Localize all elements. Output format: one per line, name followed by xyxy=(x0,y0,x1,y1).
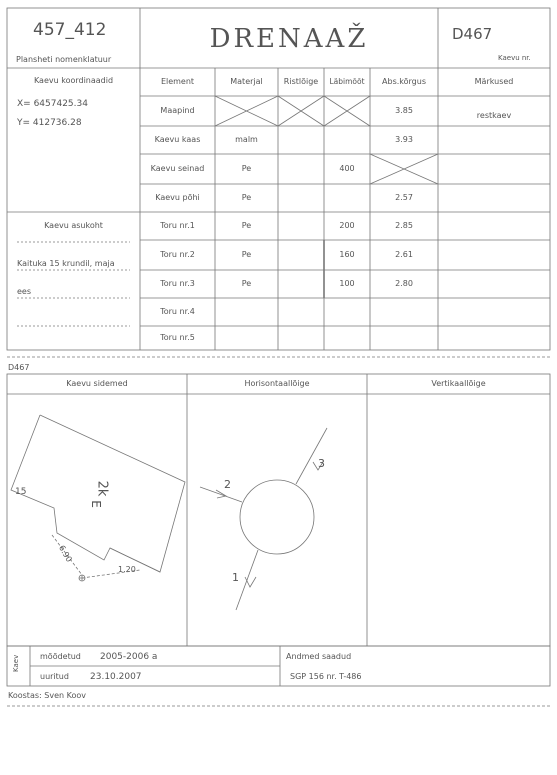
table-cell-element: Maapind xyxy=(160,106,195,115)
col-header-material: Materjal xyxy=(230,77,263,86)
table-cell-diameter: 400 xyxy=(339,164,355,173)
dimension-690: 6.90 xyxy=(56,543,74,564)
col-header-element: Element xyxy=(160,77,195,86)
table-cell-diameter: 100 xyxy=(339,279,355,288)
pipe-1-label: 1 xyxy=(232,571,239,584)
coordinate-x: X= 6457425.34 xyxy=(17,99,88,109)
col-header-notes: Märkused xyxy=(474,77,514,86)
sheet-label: Plansheti nomenklatuur xyxy=(16,55,112,64)
updated-label: uuritud xyxy=(40,672,69,681)
table-cell-material: Pe xyxy=(241,164,252,173)
source-label: Andmed saadud xyxy=(286,652,352,661)
table-cell-material: malm xyxy=(235,135,258,144)
pipe-3-label: 3 xyxy=(318,457,325,470)
col-horizontal-heading: Horisontaallõige xyxy=(244,379,310,388)
table-cell-height: 2.85 xyxy=(395,221,413,230)
table-cell-height: 2.61 xyxy=(395,250,413,259)
table-cell-element: Toru nr.1 xyxy=(160,221,195,230)
table-cell-height: 3.85 xyxy=(395,106,413,115)
col-header-cross: Ristlõige xyxy=(283,77,319,86)
section-well-label: D467 xyxy=(8,363,30,372)
location-line-2: ees xyxy=(17,287,32,296)
table-cell-height: 3.93 xyxy=(395,135,413,144)
updated-value: 23.10.2007 xyxy=(90,672,142,682)
dimension-15: 15 xyxy=(15,487,27,497)
surveyed-label: mõõdetud xyxy=(40,652,81,661)
location-line-1: Kaituka 15 krundil, maja xyxy=(17,259,115,268)
col-ties-heading: Kaevu sidemed xyxy=(66,379,128,388)
table-cell-element: Toru nr.2 xyxy=(160,250,195,259)
surveyed-value: 2005-2006 a xyxy=(100,652,158,662)
source-value: SGP 156 nr. T-486 xyxy=(290,672,362,681)
building-label-2: E xyxy=(88,500,103,508)
table-cell-element: Toru nr.5 xyxy=(160,333,195,342)
pipe-2-label: 2 xyxy=(224,478,231,491)
compiler-line: Koostas: Sven Koov xyxy=(8,691,86,700)
table-cell-element: Kaevu kaas xyxy=(154,135,201,144)
dimension-120: 1.20 xyxy=(118,565,136,574)
well-number-label: Kaevu nr. xyxy=(498,54,531,62)
table-cell-material: Pe xyxy=(241,193,252,202)
footer-side-label: Kaev xyxy=(12,654,20,672)
table-cell-notes: restkaev xyxy=(476,111,512,120)
col-header-diameter: Läbimõõt xyxy=(329,77,365,86)
table-cell-height: 2.80 xyxy=(395,279,413,288)
table-cell-material: Pe xyxy=(241,221,252,230)
col-vertical-heading: Vertikaallõige xyxy=(431,379,486,388)
table-cell-material: Pe xyxy=(241,250,252,259)
table-cell-diameter: 160 xyxy=(339,250,355,259)
col-header-height: Abs.kõrgus xyxy=(382,77,426,86)
table-cell-height: 2.57 xyxy=(395,193,413,202)
coordinates-heading: Kaevu koordinaadid xyxy=(33,76,114,85)
building-label: 2k xyxy=(94,480,110,497)
location-heading: Kaevu asukoht xyxy=(44,221,103,230)
table-cell-element: Kaevu põhi xyxy=(155,193,200,202)
page-title: DRENAAŽ xyxy=(209,24,369,54)
sheet-number: 457_412 xyxy=(33,20,107,40)
table-cell-element: Toru nr.3 xyxy=(160,279,195,288)
well-number: D467 xyxy=(452,25,493,43)
table-cell-diameter: 200 xyxy=(339,221,355,230)
table-cell-element: Toru nr.4 xyxy=(160,307,195,316)
table-cell-element: Kaevu seinad xyxy=(150,164,205,173)
coordinate-y: Y= 412736.28 xyxy=(17,118,82,128)
table-cell-material: Pe xyxy=(241,279,252,288)
